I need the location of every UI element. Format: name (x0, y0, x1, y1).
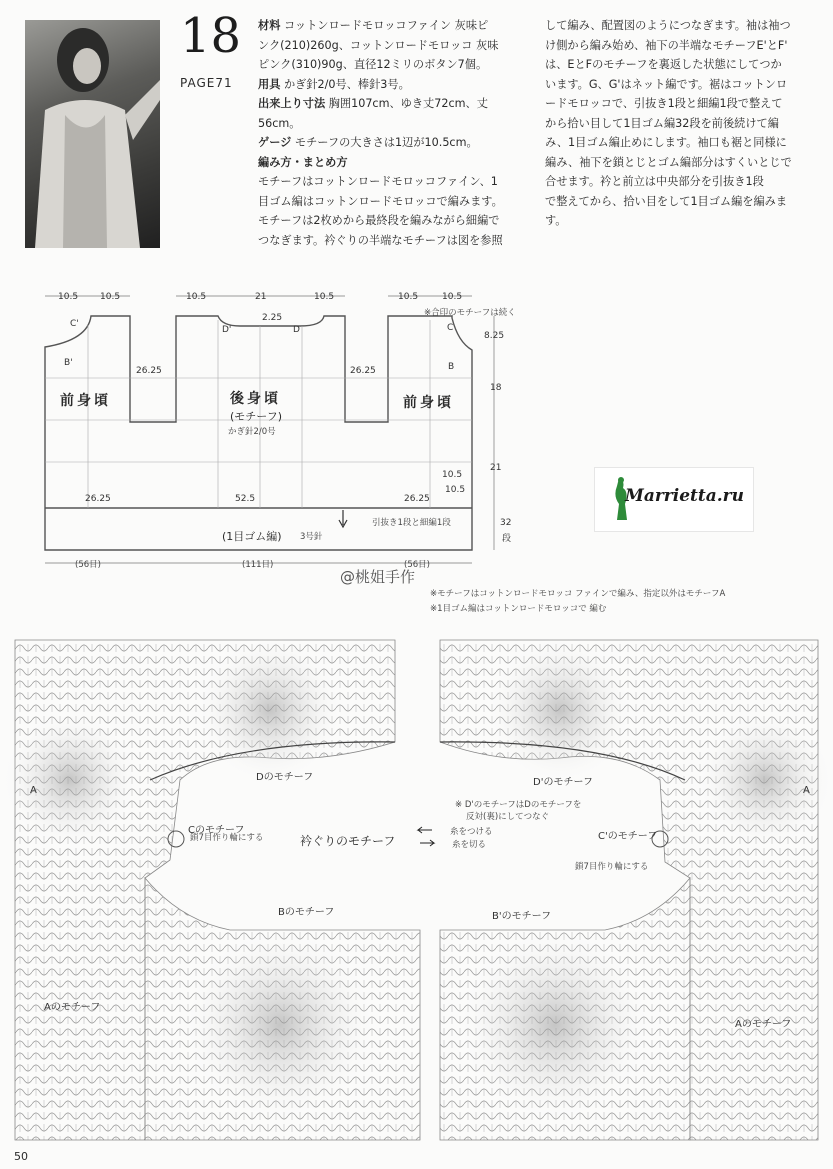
chain-note-right: 鎖7目作り輪にする (575, 862, 649, 872)
pattern-number: 18 (180, 8, 242, 64)
text-line: す。 (545, 214, 567, 227)
dim-label: 26.25 (136, 366, 162, 376)
text-line: ンク(210)260g、コットンロードモロッコ 灰味 (258, 38, 499, 52)
dim-label: 32 (500, 518, 512, 528)
crochet-chart (0, 630, 833, 1150)
letter-d: D (293, 325, 300, 335)
text-line: います。G、G'はネット編です。裾はコットンロ (545, 77, 788, 91)
motif-label-a-left: Aのモチーフ (44, 1002, 101, 1013)
motif-label-a-right: Aのモチーフ (735, 1019, 792, 1030)
text-line: は、EとFのモチーフを裏返した状態にしてつか (545, 58, 782, 71)
text-line: ードモロッコで、引抜き1段と細編1段で整えて (545, 97, 783, 110)
motif-label-d: Dのモチーフ (256, 772, 314, 783)
instructions-col2 (545, 16, 815, 231)
instructions-col1 (258, 16, 528, 250)
dim-label: 21 (255, 292, 267, 302)
text-line: 用具 かぎ針2/0号、棒針3号。 (258, 77, 410, 91)
legend-attach: 糸をつける (450, 827, 493, 837)
text-line: け側から編み始め、袖下の半端なモチーフE'とF' (545, 38, 788, 52)
model-photo (25, 20, 160, 248)
watermark: @桃姐手作 (340, 568, 416, 586)
text-line: み、1目ゴム編止めにします。袖口も裾と同様に (545, 136, 787, 149)
text-line: 出来上り寸法 胸囲107cm、ゆき丈72cm、丈56cm。 (258, 97, 488, 130)
legend-cut: 糸を切る (452, 840, 487, 850)
note-motif: ※モチーフはコットンロードモロッコ ファインで編み、指定以外はモチーフA (430, 589, 726, 599)
front-left-label: 前身頃 (60, 393, 111, 409)
dim-label: 10.5 (442, 292, 463, 302)
d-prime-note-1: ※ D'のモチーフはDのモチーフを (455, 800, 582, 810)
stitch-count-left: (56目) (75, 560, 101, 570)
dim-label: 10.5 (398, 292, 419, 302)
letter-c: C (447, 323, 454, 333)
dim-label: 21 (490, 463, 502, 473)
dim-label: 2.25 (262, 313, 283, 323)
text-line: モチーフはコットンロードモロッコファイン、1 (258, 175, 498, 188)
letter-b: B (448, 362, 455, 372)
dim-label: 8.25 (484, 331, 505, 341)
stitch-note: 引抜き1段と細編1段 (372, 518, 451, 528)
text-line: ピンク(310)90g、直径12ミリのボタン7個。 (258, 58, 488, 71)
text-line: 編み方・まとめ方 (258, 155, 348, 169)
text-line: ゲージ モチーフの大きさは1辺が10.5cm。 (258, 136, 478, 149)
back-label: 後身頃 (230, 391, 281, 407)
matching-note: ※合印のモチーフは続く (424, 308, 516, 318)
d-prime-note-2: 反対(裏)にしてつなぐ (466, 812, 550, 822)
dim-unit: 段 (502, 534, 512, 544)
text-line: モチーフは2枚めから最終段を編みながら細編で (258, 214, 500, 227)
logo-text: Marrietta.ru (625, 486, 744, 506)
front-right-label: 前身頃 (403, 395, 454, 411)
dim-label: 18 (490, 383, 502, 393)
text-line: 編み、袖下を鎖とじとゴム編部分はすくいとじで (545, 155, 792, 169)
motif-label-b-prime: B'のモチーフ (492, 911, 552, 922)
motif-label-c: Cのモチーフ (188, 825, 245, 836)
body-schematic (0, 280, 833, 580)
back-subtitle: (モチーフ) (230, 410, 283, 423)
motif-label-d-prime: D'のモチーフ (533, 777, 593, 788)
rib-label: (1目ゴム編) (222, 530, 282, 543)
dim-label: 10.5 (442, 470, 463, 480)
dim-label: 26.25 (350, 366, 376, 376)
page-reference: PAGE71 (180, 76, 233, 90)
letter-b-prime: B' (64, 358, 73, 368)
neckline-title: 衿ぐりのモチーフ (300, 834, 396, 848)
page-number: 50 (14, 1150, 28, 1163)
note-rib: ※1目ゴム編はコットンロードモロッコで 編む (430, 604, 607, 614)
dim-label: 26.25 (85, 494, 111, 504)
text-line: 合せます。衿と前立は中央部分を引抜き1段 (545, 175, 764, 188)
rib-needle: 3号針 (300, 532, 323, 542)
text-line: 目ゴム編はコットンロードモロッコで編みます。 (258, 194, 503, 208)
corner-a-left: A (30, 785, 37, 796)
corner-a-right: A (803, 785, 810, 796)
text-line: 材料 コットンロードモロッコファイン 灰味ピ (258, 19, 489, 32)
dim-label: 10.5 (445, 485, 466, 495)
letter-c-prime: C' (70, 319, 79, 329)
dim-label: 26.25 (404, 494, 430, 504)
text-line: つなぎます。衿ぐりの半端なモチーフは図を参照 (258, 233, 503, 247)
motif-label-b: Bのモチーフ (278, 907, 335, 918)
stitch-count-mid: (111目) (242, 560, 274, 570)
hook-size: かぎ針2/0号 (228, 427, 276, 437)
letter-d-prime: D' (222, 325, 232, 335)
text-line: で整えてから、拾い目をして1目ゴム編を編みま (545, 194, 788, 208)
dim-label: 10.5 (314, 292, 335, 302)
chain-note-left: 鎖7目作り輪にする (190, 833, 264, 843)
dim-label: 10.5 (186, 292, 207, 302)
text-line: から拾い目して1目ゴム編32段を前後続けて編 (545, 116, 779, 130)
motif-label-c-prime: C'のモチーフ (598, 831, 658, 842)
text-line: して編み、配置図のようにつなぎます。袖は袖つ (545, 19, 791, 32)
dim-label: 10.5 (58, 292, 79, 302)
dim-label: 52.5 (235, 494, 256, 504)
dim-label: 10.5 (100, 292, 121, 302)
stitch-count-right: (56目) (404, 560, 430, 570)
